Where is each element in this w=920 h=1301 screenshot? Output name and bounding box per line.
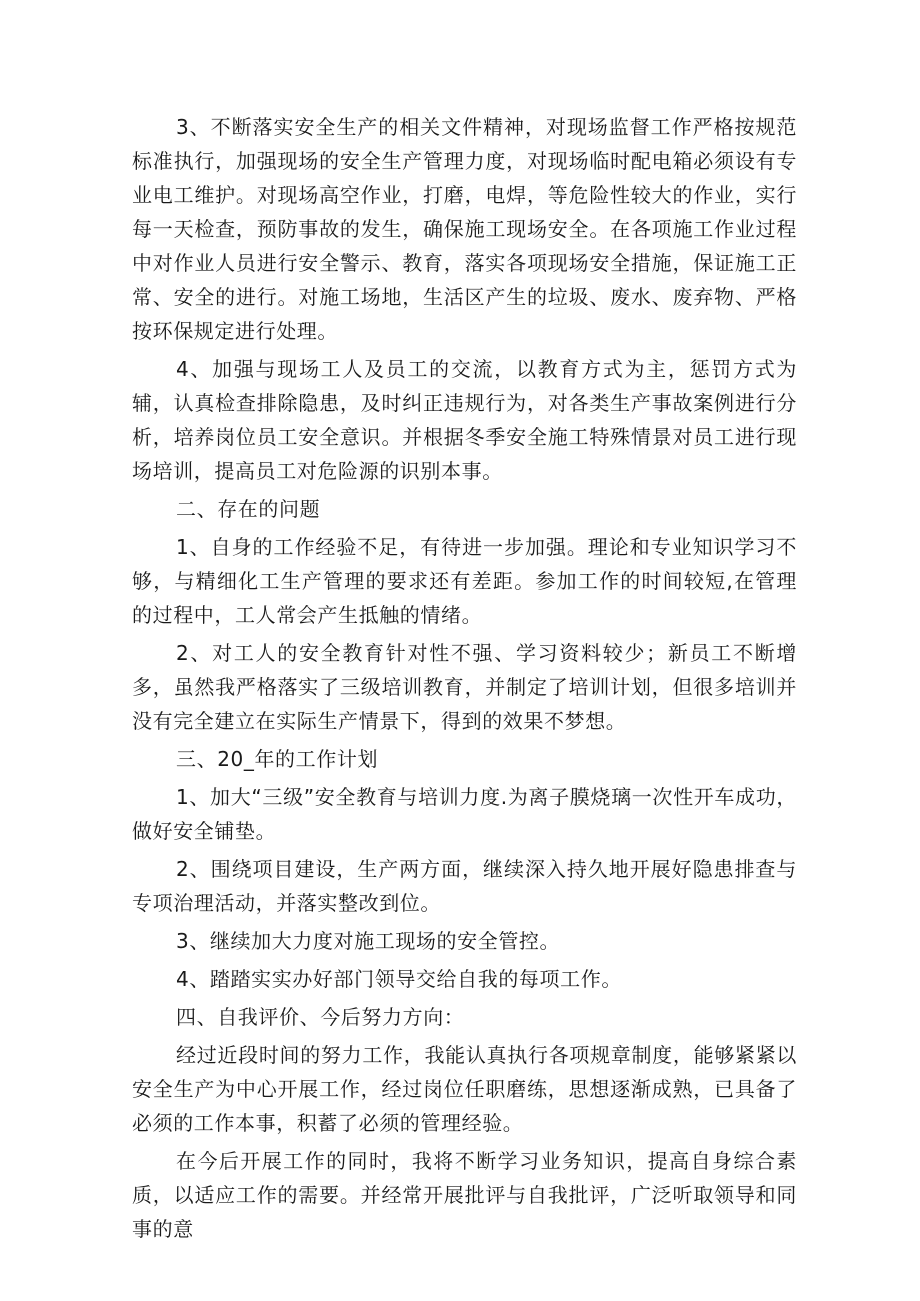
paragraph-plan-1: 1、加大“三级”安全教育与培训力度.为离子膜烧璃一次性开车成功，做好安全铺垫。 bbox=[132, 785, 797, 843]
paragraph-item-4: 4、加强与现场工人及员工的交流，以教育方式为主，惩罚方式为辅，认真检查排除隐患，及时纠正违规行为，对各类生产事故案例进行分析，培养岗位员工安全意识。并根据冬季安全施工特殊情景对员工进行现场培训，提高员工对危险源的识别本事。 bbox=[132, 357, 797, 483]
document-body bbox=[132, 110, 797, 1250]
paragraph-problem-2: 2、对工人的安全教育针对性不强、学习资料较少；新员工不断增多，虽然我严格落实了三级培训教育，并制定了培训计划，但很多培训并没有完全建立在实际生产情景下，得到的效果不梦想。 bbox=[132, 641, 797, 733]
paragraph-evaluation-2: 在今后开展工作的同时，我将不断学习业务知识，提高自身综合素质，以适应工作的需要。并经常开展批评与自我批评，广泛听取领导和同事的意 bbox=[132, 1149, 797, 1241]
section-heading-work-plan: 三、20_年的工作计划 bbox=[176, 747, 379, 771]
section-heading-self-evaluation: 四、自我评价、今后努力方向： bbox=[176, 1005, 465, 1029]
paragraph-plan-4: 4、踏踏实实办好部门领导交给自我的每项工作。 bbox=[176, 967, 622, 991]
paragraph-plan-3: 3、继续加大力度对施工现场的安全管控。 bbox=[176, 929, 561, 953]
paragraph-problem-1: 1、自身的工作经验不足，有待进一步加强。理论和专业知识学习不够，与精细化工生产管理的要求还有差距。参加工作的时间较短,在管理的过程中，工人常会产生抵触的情绪。 bbox=[132, 535, 797, 627]
paragraph-evaluation-1: 经过近段时间的努力工作，我能认真执行各项规章制度，能够紧紧以安全生产为中心开展工作，经过岗位任职磨练，思想逐渐成熟，已具备了必须的工作本事，积蓄了必须的管理经验。 bbox=[132, 1043, 797, 1135]
section-heading-problems: 二、存在的问题 bbox=[176, 497, 321, 521]
paragraph-item-3: 3、不断落实安全生产的相关文件精神，对现场监督工作严格按规范标准执行，加强现场的安全生产管理力度，对现场临时配电箱必须设有专业电工维护。对现场高空作业，打磨，电焊，等危险性较大的作业，实行每一天检查，预防事故的发生，确保施工现场安全。在各项施工作业过程中对作业人员进行安全警示、教育，落实各项现场安全措施，保证施工正常、安全的进行。对施工场地，生活区产生的垃圾、废水、废弃物、严格按环保规定进行处理。 bbox=[132, 115, 797, 343]
paragraph-plan-2: 2、围绕项目建设，生产两方面，继续深入持久地开展好隐患排查与专项治理活动，并落实整改到位。 bbox=[132, 857, 797, 915]
